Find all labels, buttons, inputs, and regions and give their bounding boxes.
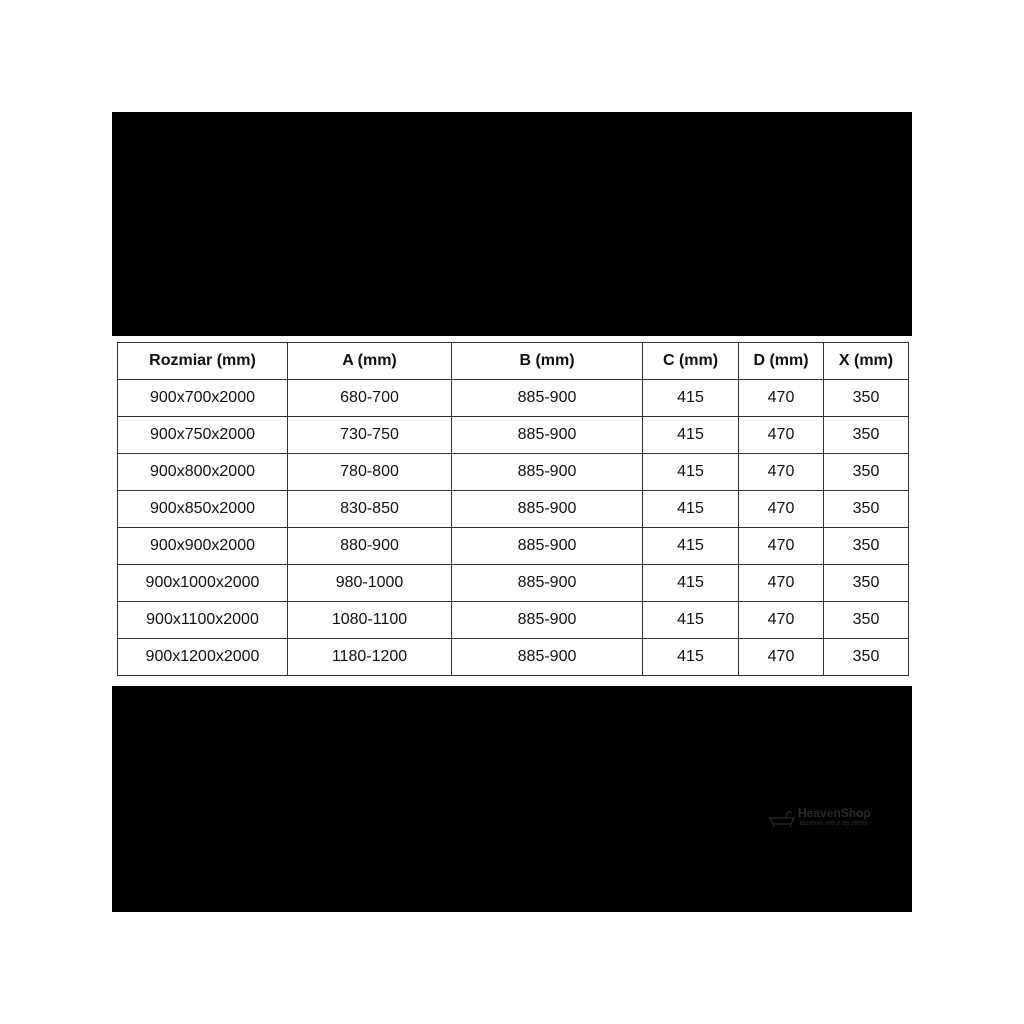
table-cell: 885-900 xyxy=(452,639,643,676)
table-cell: 415 xyxy=(643,454,739,491)
table-cell: 470 xyxy=(739,639,824,676)
table-cell: 350 xyxy=(824,528,909,565)
table-cell: 470 xyxy=(739,491,824,528)
table-row xyxy=(118,491,909,528)
table-cell: 885-900 xyxy=(452,380,643,417)
table-cell: 470 xyxy=(739,602,824,639)
column-header: C (mm) xyxy=(643,343,739,380)
table-cell: 830-850 xyxy=(288,491,452,528)
heavenshop-watermark xyxy=(768,804,878,834)
column-header: D (mm) xyxy=(739,343,824,380)
table-cell: 900x1000x2000 xyxy=(118,565,288,602)
table-cell: 885-900 xyxy=(452,417,643,454)
table-cell: 885-900 xyxy=(452,528,643,565)
table-cell: 1180-1200 xyxy=(288,639,452,676)
product-image xyxy=(112,112,912,912)
table-cell: 415 xyxy=(643,565,739,602)
dimensions-table-container xyxy=(117,342,908,676)
table-cell: 415 xyxy=(643,528,739,565)
table-cell: 900x800x2000 xyxy=(118,454,288,491)
table-cell: 780-800 xyxy=(288,454,452,491)
table-cell: 470 xyxy=(739,454,824,491)
table-cell: 415 xyxy=(643,417,739,454)
table-cell: 900x1100x2000 xyxy=(118,602,288,639)
table-cell: 350 xyxy=(824,565,909,602)
dimensions-table xyxy=(117,342,909,676)
table-cell: 350 xyxy=(824,639,909,676)
table-cell: 350 xyxy=(824,417,909,454)
table-cell: 470 xyxy=(739,528,824,565)
table-cell: 470 xyxy=(739,565,824,602)
table-cell: 415 xyxy=(643,602,739,639)
table-cell: 900x900x2000 xyxy=(118,528,288,565)
column-header: X (mm) xyxy=(824,343,909,380)
table-cell: 470 xyxy=(739,417,824,454)
column-header: Rozmiar (mm) xyxy=(118,343,288,380)
table-cell: 680-700 xyxy=(288,380,452,417)
table-cell: 885-900 xyxy=(452,454,643,491)
table-row xyxy=(118,528,909,565)
redacted-top-area xyxy=(112,112,912,336)
table-row xyxy=(118,380,909,417)
table-cell: 885-900 xyxy=(452,491,643,528)
watermark-tagline: łazienki nie z tej ziemi xyxy=(800,820,868,827)
table-cell: 470 xyxy=(739,380,824,417)
table-cell: 1080-1100 xyxy=(288,602,452,639)
table-row xyxy=(118,417,909,454)
table-cell: 350 xyxy=(824,491,909,528)
table-cell: 900x850x2000 xyxy=(118,491,288,528)
table-header-row xyxy=(118,343,909,380)
table-cell: 900x1200x2000 xyxy=(118,639,288,676)
table-cell: 885-900 xyxy=(452,602,643,639)
table-row xyxy=(118,639,909,676)
table-cell: 415 xyxy=(643,491,739,528)
watermark-brand: HeavenShop xyxy=(798,806,871,820)
table-cell: 415 xyxy=(643,639,739,676)
table-cell: 885-900 xyxy=(452,565,643,602)
table-cell: 900x750x2000 xyxy=(118,417,288,454)
table-cell: 350 xyxy=(824,380,909,417)
table-cell: 880-900 xyxy=(288,528,452,565)
table-cell: 350 xyxy=(824,454,909,491)
table-row xyxy=(118,565,909,602)
table-cell: 980-1000 xyxy=(288,565,452,602)
table-cell: 350 xyxy=(824,602,909,639)
table-cell: 730-750 xyxy=(288,417,452,454)
table-cell: 900x700x2000 xyxy=(118,380,288,417)
table-row xyxy=(118,602,909,639)
bathtub-logo-icon xyxy=(768,808,796,828)
table-cell: 415 xyxy=(643,380,739,417)
redacted-bottom-area xyxy=(112,686,912,912)
column-header: A (mm) xyxy=(288,343,452,380)
column-header: B (mm) xyxy=(452,343,643,380)
table-row xyxy=(118,454,909,491)
